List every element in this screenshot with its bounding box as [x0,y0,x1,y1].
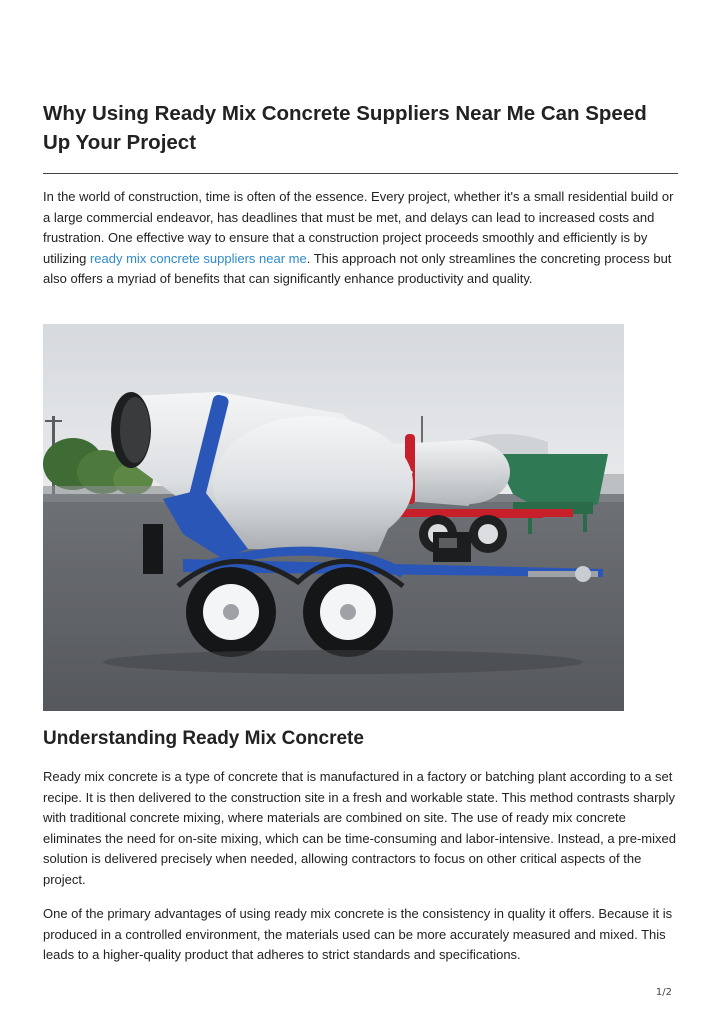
concrete-mixer-trailers-photo [43,324,624,711]
intro-text-end: . This approach not only streamlines the concreting process but also offers a myriad of benefits that can significantly enhance productivity and quality. [43,250,672,287]
body-paragraph: One of the primary advantages of using ready mix concrete is the consistency in quality it offers. Because it is produced in a controlled environment, the materials used can be more accurately measured and mixed. This leads to a higher-quality product that adheres to strict standards and specifications. [43,906,673,963]
body-paragraph: Ready mix concrete is a type of concrete that is manufactured in a factory or batching plant according to a set recipe. It is then delivered to the construction site in a fresh and workable state. This method contrasts sharply with traditional concrete mixing, where materials are combined on site. The use of ready mix concrete eliminates the need for on-site mixing, which can be time-consuming and labor-intensive. Instead, a pre-mixed solution is delivered precisely when needed, allowing contractors to focus on other critical aspects of the project. [43,769,676,887]
intro-paragraph [43,187,678,290]
section-heading: Understanding Ready Mix Concrete [43,728,364,749]
intro-text-start: In the world of construction, time is often of the essence. Every project, whether it's a small residential build or a large commercial endeavor, has deadlines that must be met, and delays can lead to increased costs and frustration. One effective way to ensure that a construction project proceeds smoothly and efficiently is by utilizing [43,189,674,266]
suppliers-link[interactable]: ready mix concrete suppliers near me [89,250,307,266]
page-title: Why Using Ready Mix Concrete Suppliers Near Me Can Speed Up Your Project [43,102,647,154]
title-divider [43,173,678,174]
page-number: 1/2 [655,987,672,998]
